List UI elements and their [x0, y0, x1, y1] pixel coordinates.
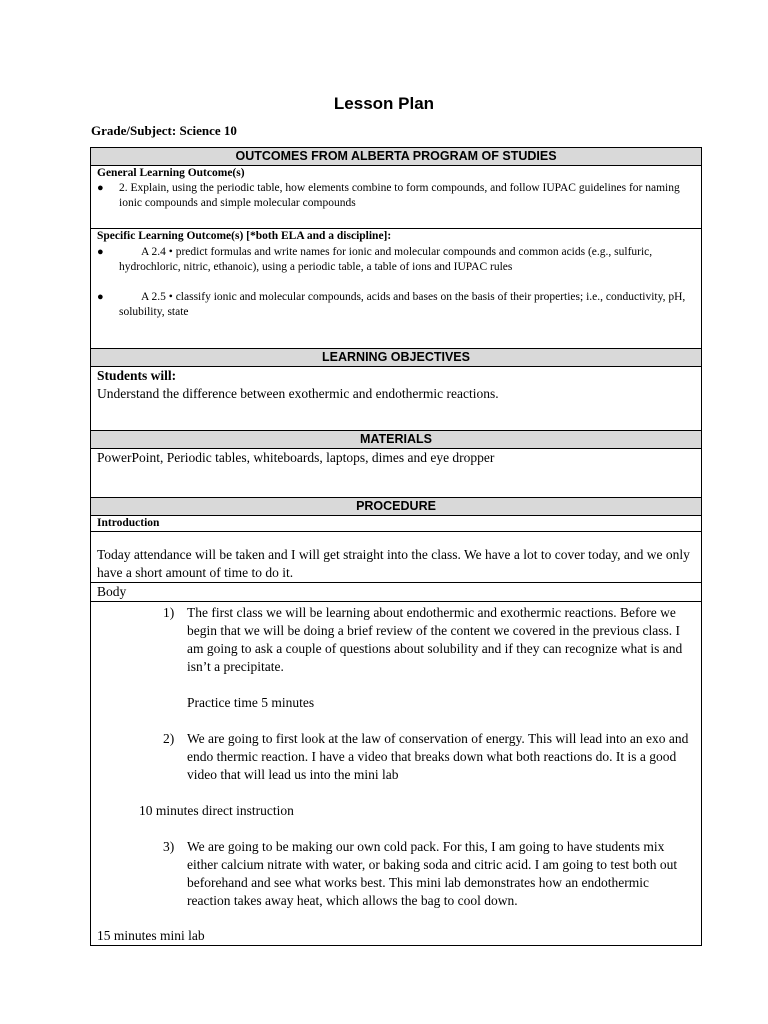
- procedure-step: [163, 604, 695, 676]
- specific-outcome-item: [97, 245, 695, 275]
- step-text: The first class we will be learning about endothermic and exothermic reactions. Before we begin that we will be doing a brief review of the content we covered in the previous class. I am going to ask a couple of questions about solubility and if they can recognize what is and isn’t a precipitate.: [187, 605, 683, 674]
- step-number: 2): [163, 731, 175, 746]
- introduction-label: Introduction: [97, 517, 160, 529]
- grade-subject: [91, 123, 237, 139]
- specific-outcome-cell: [91, 229, 702, 349]
- body-label: Body: [97, 584, 127, 599]
- specific-outcome-text: A 2.5 • classify ionic and molecular compounds, acids and bases on the basis of their properties; i.e., conductivity, pH, solubility, state: [119, 291, 686, 318]
- general-outcome-text: 2. Explain, using the periodic table, how elements combine to form compounds, and follow IUPAC guidelines for naming ionic compounds and simple molecular compounds: [119, 182, 680, 209]
- lesson-plan-table: [90, 147, 702, 946]
- specific-outcome-item: [97, 290, 695, 320]
- step-number: 3): [163, 839, 175, 854]
- introduction-label-cell: [91, 516, 702, 532]
- mini-lab-time: 15 minutes mini lab: [97, 928, 205, 943]
- body-cell: [91, 602, 702, 946]
- bullet-icon: ●: [97, 291, 104, 303]
- procedure-header: PROCEDURE: [91, 498, 702, 516]
- direct-instruction-time: 10 minutes direct instruction: [139, 803, 294, 818]
- outcomes-header: OUTCOMES FROM ALBERTA PROGRAM OF STUDIES: [91, 148, 702, 166]
- step-number: 1): [163, 605, 175, 620]
- specific-outcome-text: A 2.4 • predict formulas and write names for ionic and molecular compounds and common acids (e.g., sulfuric, hydrochloric, nitric, ethanoic), using a periodic table, a table of ions and IUPAC rules: [119, 246, 653, 273]
- step-text: We are going to be making our own cold pack. For this, I am going to have students mix either calcium nitrate with water, or baking soda and citric acid. I am going to test both out beforehand and see what works best. This mini lab demonstrates how an endothermic reaction takes away heat, which allows the bag to cool down.: [187, 839, 678, 908]
- step-text: We are going to first look at the law of conservation of energy. This will lead into an exo and endo thermic reaction. I have a video that breaks down what both reactions do. It is a good video that will lead us into the mini lab: [187, 731, 689, 782]
- materials-cell: [91, 449, 702, 498]
- grade-label: Grade/Subject:: [91, 123, 177, 138]
- general-outcome-item: [97, 181, 695, 211]
- introduction-cell: [91, 532, 702, 583]
- page-title: Lesson Plan: [333, 94, 435, 113]
- bullet-icon: ●: [97, 182, 104, 194]
- grade-value: Science 10: [179, 123, 237, 138]
- objectives-lead: Students will:: [97, 368, 177, 383]
- objectives-text: Understand the difference between exothermic and endothermic reactions.: [97, 386, 499, 401]
- materials-header: MATERIALS: [91, 431, 702, 449]
- procedure-step: [163, 838, 695, 910]
- general-outcome-cell: [91, 166, 702, 229]
- specific-outcome-label: Specific Learning Outcome(s) [*both ELA and a discipline]:: [97, 230, 392, 242]
- practice-time: Practice time 5 minutes: [187, 695, 315, 710]
- procedure-step: [163, 730, 695, 784]
- body-label-cell: [91, 583, 702, 602]
- objectives-cell: [91, 367, 702, 431]
- objectives-header: LEARNING OBJECTIVES: [91, 349, 702, 367]
- bullet-icon: ●: [97, 246, 104, 258]
- introduction-text: Today attendance will be taken and I will get straight into the class. We have a lot to cover today, and we only have a short amount of time to do it.: [97, 547, 690, 580]
- materials-text: PowerPoint, Periodic tables, whiteboards, laptops, dimes and eye dropper: [97, 450, 495, 465]
- general-outcome-label: General Learning Outcome(s): [97, 167, 245, 179]
